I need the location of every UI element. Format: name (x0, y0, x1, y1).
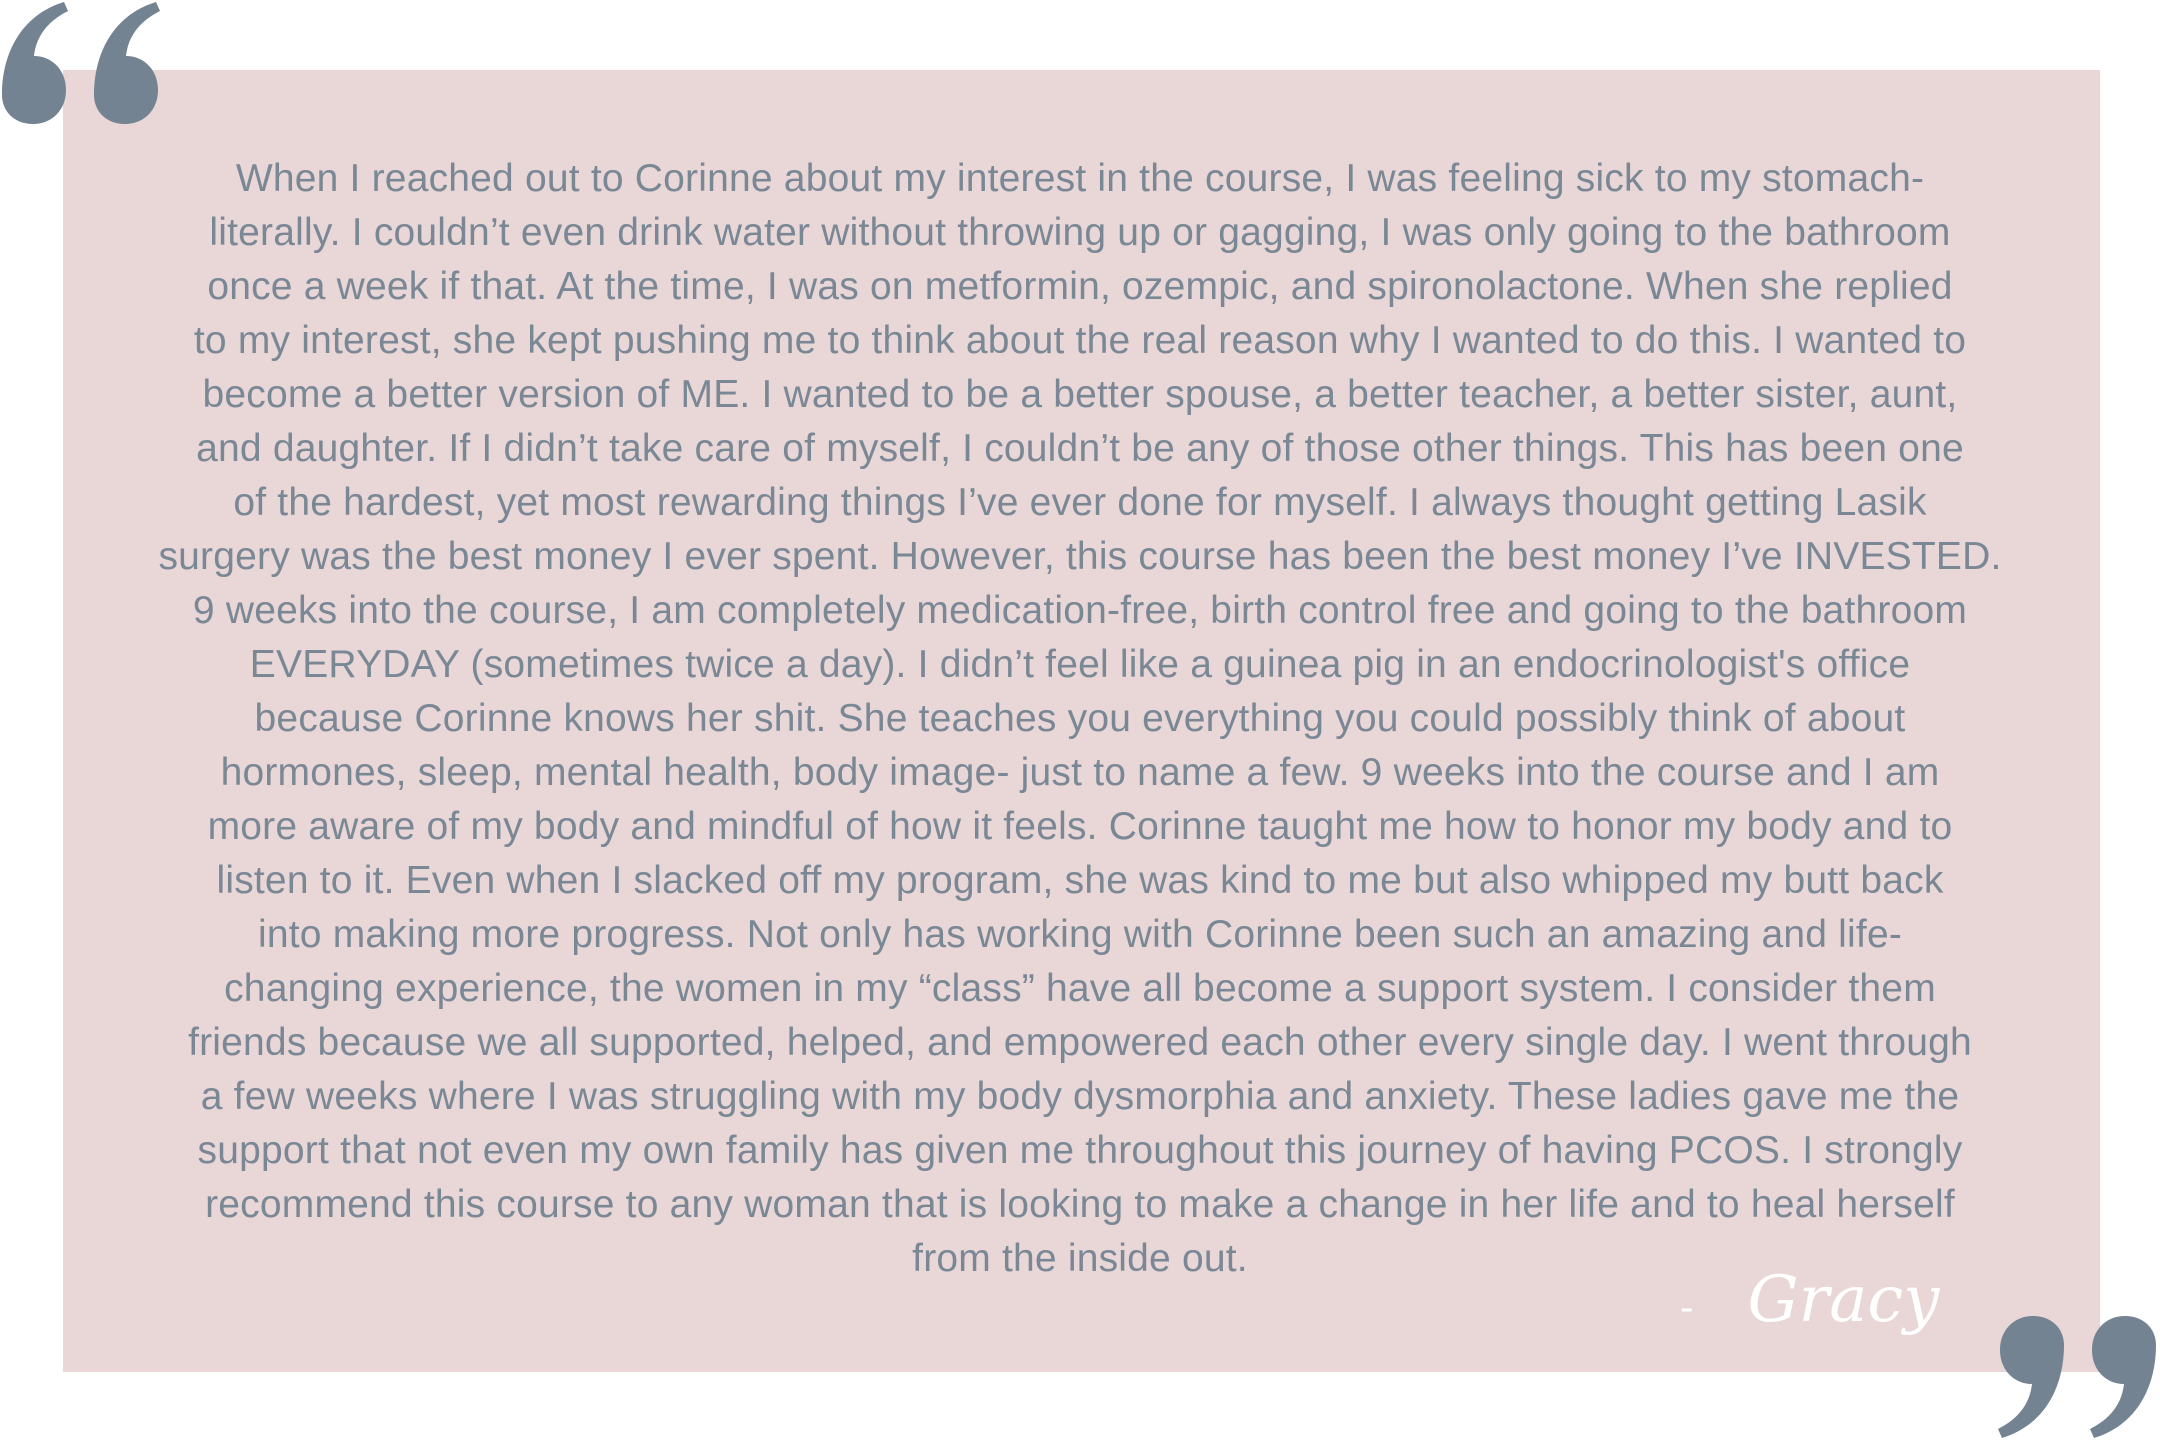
testimonial-text (120, 152, 2040, 1286)
testimonial-line: once a week if that. At the time, I was on metformin, ozempic, and spironolactone. When she replied (207, 265, 1953, 308)
signature-dash: - (1680, 1285, 1694, 1331)
testimonial-line: changing experience, the women in my “class” have all become a support system. I consider them (224, 967, 1936, 1010)
testimonial-line: into making more progress. Not only has working with Corinne been such an amazing and life- (257, 913, 1903, 956)
testimonial-line: recommend this course to any woman that is looking to make a change in her life and to heal herself (205, 1183, 1955, 1226)
testimonial-line: literally. I couldn’t even drink water without throwing up or gagging, I was only going to the bathroom (209, 211, 1951, 254)
testimonial-line: surgery was the best money I ever spent. However, this course has been the best money I’ve INVESTED. (158, 535, 2002, 578)
testimonial-line: friends because we all supported, helped, and empowered each other every single day. I went through (188, 1021, 1972, 1064)
testimonial-line: EVERYDAY (sometimes twice a day). I didn’t feel like a guinea pig in an endocrinologist's office (249, 643, 1911, 686)
signature-name: Gracy (1747, 1263, 1940, 1337)
testimonial-line: hormones, sleep, mental health, body image- just to name a few. 9 weeks into the course and I am (220, 751, 1940, 794)
testimonial-line: support that not even my own family has given me throughout this journey of having PCOS. I strongly (197, 1129, 1963, 1172)
testimonial-line: of the hardest, yet most rewarding things I’ve ever done for myself. I always thought getting Lasik (233, 481, 1927, 524)
testimonial-line: more aware of my body and mindful of how it feels. Corinne taught me how to honor my body and to (207, 805, 1953, 848)
testimonial-line: When I reached out to Corinne about my interest in the course, I was feeling sick to my stomach- (235, 157, 1925, 200)
open-quote-icon (0, 0, 170, 128)
testimonial-line: listen to it. Even when I slacked off my program, she was kind to me but also whipped my butt back (216, 859, 1944, 902)
close-quote-icon (1990, 1312, 2160, 1440)
testimonial-line: and daughter. If I didn’t take care of myself, I couldn’t be any of those other things. This has been one (196, 427, 1964, 470)
testimonial-line: 9 weeks into the course, I am completely medication-free, birth control free and going to the bathroom (192, 589, 1968, 632)
signature (1680, 1260, 1939, 1348)
testimonial-line: become a better version of ME. I wanted to be a better spouse, a better teacher, a better sister, aunt, (202, 373, 1958, 416)
testimonial-line: to my interest, she kept pushing me to think about the real reason why I wanted to do this. I wanted to (193, 319, 1967, 362)
testimonial-line: a few weeks where I was struggling with my body dysmorphia and anxiety. These ladies gave me the (200, 1075, 1960, 1118)
testimonial-line: from the inside out. (912, 1237, 1248, 1280)
testimonial-line: because Corinne knows her shit. She teaches you everything you could possibly think of about (254, 697, 1906, 740)
